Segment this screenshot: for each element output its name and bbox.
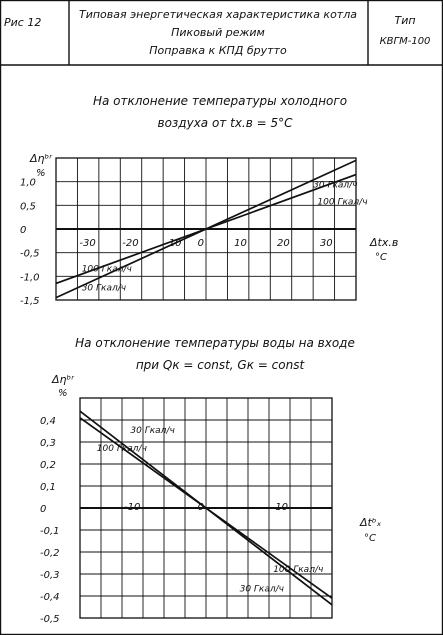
- y-tick-label: -1,5: [20, 296, 40, 307]
- chart1-x-unit: °С: [375, 252, 387, 263]
- x-tick-label: 0: [197, 238, 204, 249]
- chart1-y-label: Δηᵇʳ: [30, 152, 53, 165]
- y-tick-label: -0,5: [20, 248, 40, 260]
- x-tick-label: -30: [79, 238, 96, 249]
- series-label: 30 Гкал/ч: [239, 584, 284, 595]
- y-tick-label: -0,1: [40, 526, 60, 537]
- y-tick-label: -0,5: [40, 614, 60, 625]
- series-label: 100 Гкал/ч: [81, 264, 132, 275]
- chart2-y-unit: %: [58, 388, 68, 399]
- x-tick-label: 10: [234, 238, 247, 249]
- chart1-plot: [20, 158, 368, 307]
- series-label: 30 Гкал/ч: [313, 180, 358, 191]
- y-tick-label: -0,4: [40, 592, 60, 603]
- y-tick-label: 0: [40, 504, 47, 515]
- chart1-y-unit: %: [36, 168, 46, 179]
- header-title-line-1: Типовая энергетическая характеристика котла: [79, 8, 357, 21]
- chart2-y-label: Δηᵇʳ: [52, 373, 75, 386]
- type-value: КВГМ-100: [379, 36, 431, 47]
- series-label: 100 Гкал/ч: [273, 564, 324, 575]
- series-label: 100 Гкал/ч: [317, 197, 368, 208]
- chart2-x-unit: °С: [364, 533, 376, 544]
- y-tick-label: -0,2: [40, 548, 60, 559]
- series-label: 30 Гкал/ч: [130, 426, 175, 437]
- y-tick-label: 0,3: [40, 438, 56, 449]
- chart2-subtitle: при Qк = const, Gк = const: [135, 358, 305, 372]
- x-tick-label: -20: [122, 238, 139, 249]
- series-label: 30 Гкал/ч: [81, 283, 127, 294]
- chart1-x-label: Δtх.в: [370, 236, 399, 249]
- y-tick-label: -1,0: [20, 272, 40, 284]
- y-tick-label: 0,5: [20, 201, 36, 213]
- chart2-plot: [40, 398, 332, 625]
- chart2-x-label: Δtᵇₓ: [360, 516, 382, 529]
- y-tick-label: -0,3: [40, 570, 60, 581]
- header-title-line-3: Поправка к КПД брутто: [149, 44, 287, 57]
- chart1-subtitle: воздуха от tх.в = 5°С: [157, 116, 293, 130]
- header-title-line-2: Пиковый режим: [171, 26, 265, 39]
- y-tick-label: 1,0: [20, 177, 36, 189]
- y-tick-label: 0,1: [40, 482, 56, 493]
- chart2-title: На отклонение температуры воды на входе: [75, 336, 355, 350]
- x-tick-label: -10: [124, 502, 141, 513]
- y-tick-label: 0: [20, 225, 27, 236]
- chart1-title: На отклонение температуры холодного: [92, 94, 348, 108]
- x-tick-label: 20: [276, 238, 290, 249]
- y-tick-label: 0,2: [40, 460, 56, 471]
- x-tick-label: -10: [165, 238, 182, 249]
- y-tick-label: 0,4: [40, 416, 56, 427]
- series-label: 100 Гкал/ч: [96, 443, 147, 454]
- x-tick-label: 0: [197, 502, 204, 513]
- figure-label: Рис 12: [4, 16, 42, 29]
- type-label: Тип: [394, 14, 416, 27]
- x-tick-label: 30: [319, 238, 333, 249]
- x-tick-label: 10: [275, 502, 288, 513]
